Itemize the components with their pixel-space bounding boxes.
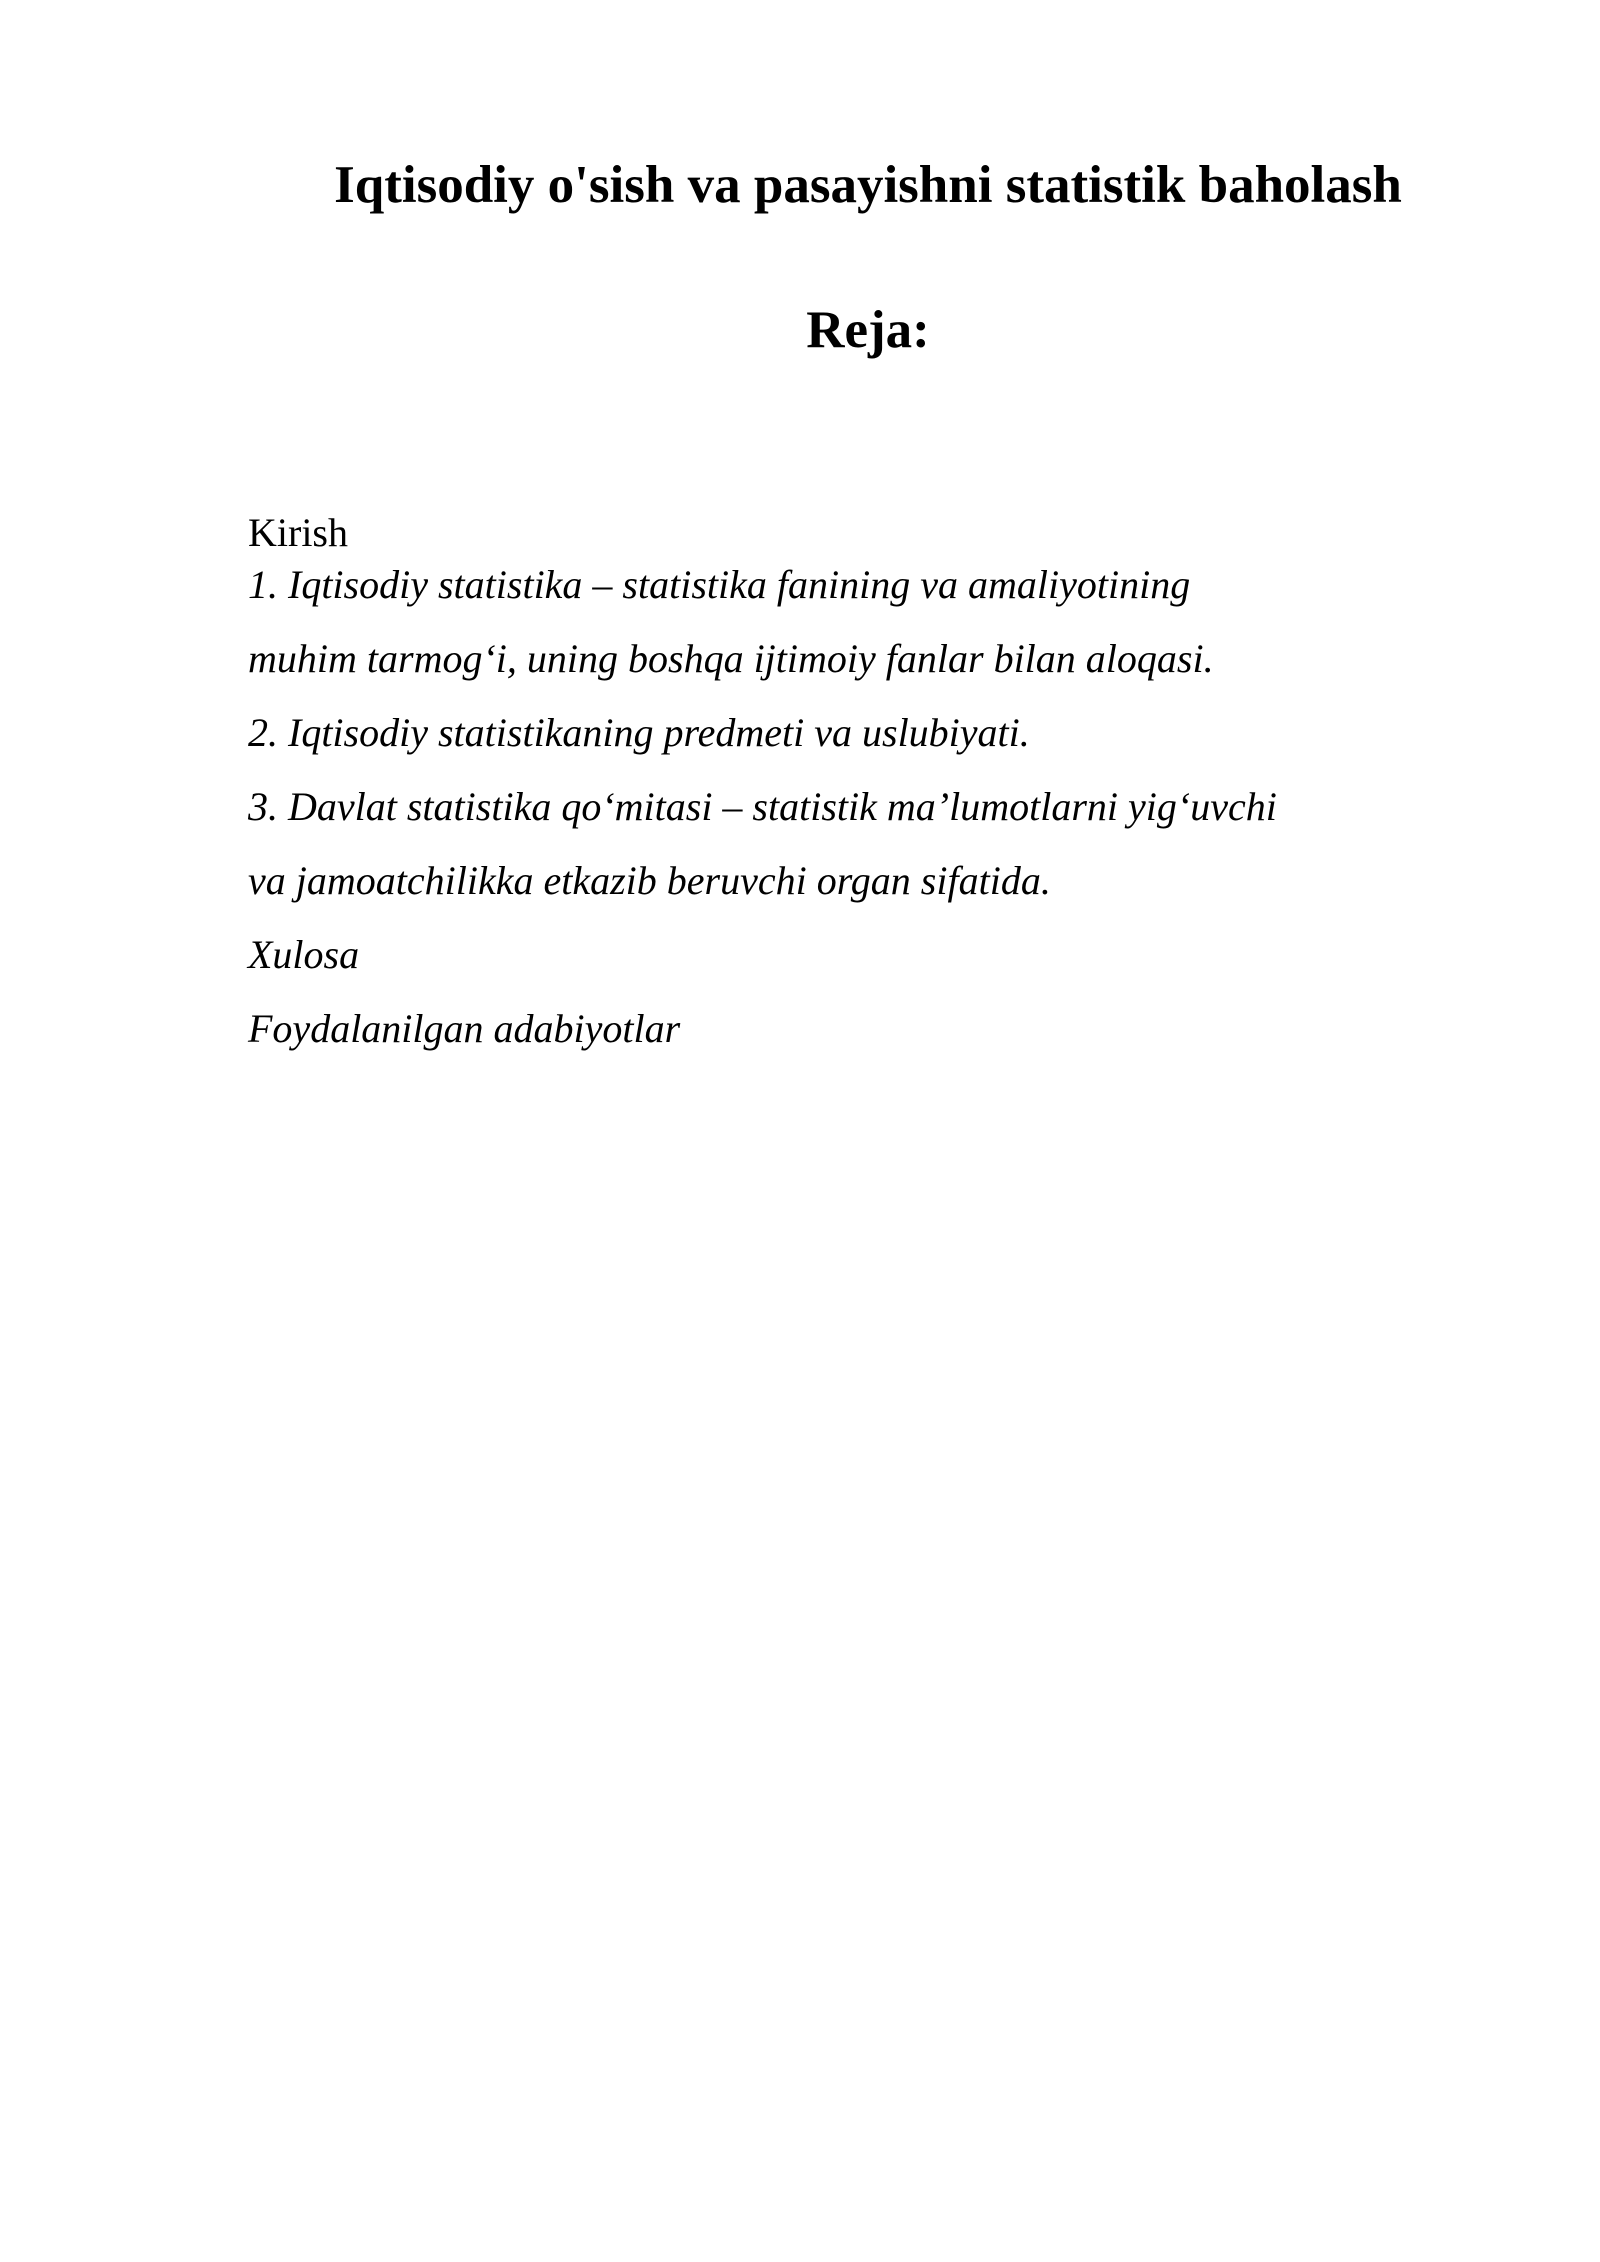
toc-item-conclusion: Xulosa: [248, 932, 360, 977]
toc-item-3-line-2: va jamoatchilikka etkazib beruvchi organ sifatida.: [248, 858, 1051, 903]
document-title: Iqtisodiy o'sish va pasayishni statistik baholash: [334, 156, 1402, 214]
plan-heading: Reja:: [806, 301, 930, 359]
toc-item-3-line-1: 3. Davlat statistika qo‘mitasi – statistik ma’lumotlarni yig‘uvchi: [248, 784, 1277, 829]
toc-item-introduction: Kirish: [248, 510, 348, 555]
toc-item-1-line-1: 1. Iqtisodiy statistika – statistika fanining va amaliyotining: [248, 562, 1191, 607]
toc-item-1-line-2: muhim tarmog‘i, uning boshqa ijtimoiy fanlar bilan aloqasi.: [248, 636, 1214, 681]
toc-item-references: Foydalanilgan adabiyotlar: [248, 1006, 681, 1051]
toc-item-2: 2. Iqtisodiy statistikaning predmeti va uslubiyati.: [248, 710, 1030, 755]
